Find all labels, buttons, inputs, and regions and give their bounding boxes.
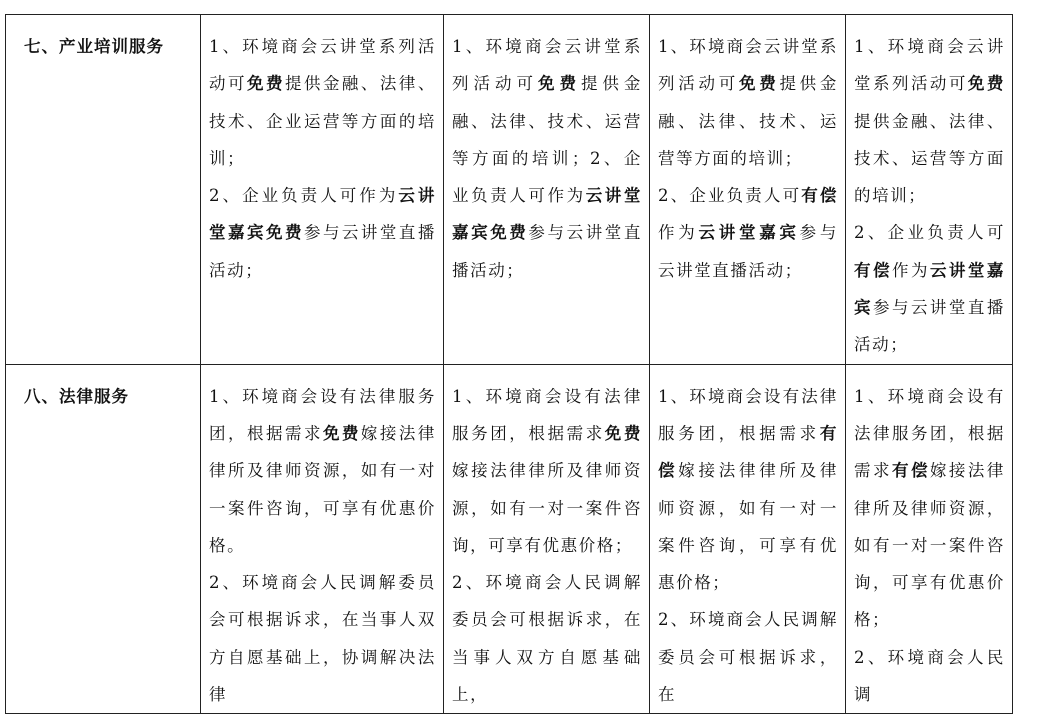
service-cell	[846, 15, 1013, 365]
service-cell	[444, 15, 650, 365]
service-cell	[444, 364, 650, 714]
service-paragraph: 2、环境商会人民调解委员会可根据诉求，在当事人双方自愿基础上，协调解决法律	[209, 573, 436, 705]
service-paragraph: 2、企业负责人可作为云讲堂嘉宾免费参与云讲堂直播活动；	[209, 186, 436, 280]
table-row	[6, 15, 1013, 365]
service-paragraph: 1、环境商会云讲堂系列活动可免费提供金融、法律、技术、企业运营等方面的培训；	[209, 37, 436, 168]
service-paragraph: 2、环境商会人民调解委员会可根据诉求，在	[658, 610, 838, 705]
service-paragraph: 1、环境商会云讲堂系列活动可免费提供金融、法律、技术、运营等方面的培训；	[658, 37, 839, 168]
category-label: 七、产业培训服务	[24, 37, 164, 56]
service-paragraph: 1、环境商会设有法律服务团，根据需求有偿嫁接法律律所及律师资源，如有一对一案件咨询，可享有优惠价格；	[854, 386, 1005, 630]
service-cell	[201, 364, 444, 714]
service-paragraph: 1、环境商会云讲堂系列活动可免费提供金融、法律、技术、运营等方面的培训；2、企业负责人可作为云讲堂嘉宾免费参与云讲堂直播活动；	[452, 37, 643, 280]
category-cell	[6, 15, 201, 365]
service-cell	[846, 364, 1013, 714]
service-cell	[650, 15, 846, 365]
service-paragraph: 1、环境商会设有法律服务团，根据需求免费嫁接法律律所及律师资源，如有一对一案件咨询，可享有优惠价格。	[209, 386, 436, 555]
category-label: 八、法律服务	[24, 386, 129, 406]
service-paragraph: 1、环境商会云讲堂系列活动可免费提供金融、法律、技术、运营等方面的培训；	[854, 37, 1005, 206]
service-paragraph: 2、环境商会人民调解委员会可根据诉求，在当事人双方自愿基础上，	[452, 573, 642, 705]
service-paragraph: 1、环境商会设有法律服务团，根据需求免费嫁接法律律所及律师资源，如有一对一案件咨询，可享有优惠价格；	[452, 386, 642, 555]
service-paragraph: 1、环境商会设有法律服务团，根据需求有偿嫁接法律律所及律师资源，如有一对一案件咨询，可享有优惠价格；	[658, 386, 838, 593]
service-table	[5, 14, 1013, 714]
service-paragraph: 2、环境商会人民调	[854, 647, 1005, 705]
service-cell	[201, 15, 444, 365]
table-row	[6, 364, 1013, 714]
service-paragraph: 2、企业负责人可有偿作为云讲堂嘉宾参与云讲堂直播活动；	[854, 223, 1005, 355]
service-paragraph: 2、企业负责人可有偿作为云讲堂嘉宾参与云讲堂直播活动；	[658, 186, 839, 280]
category-cell	[6, 364, 201, 714]
service-cell	[650, 364, 846, 714]
